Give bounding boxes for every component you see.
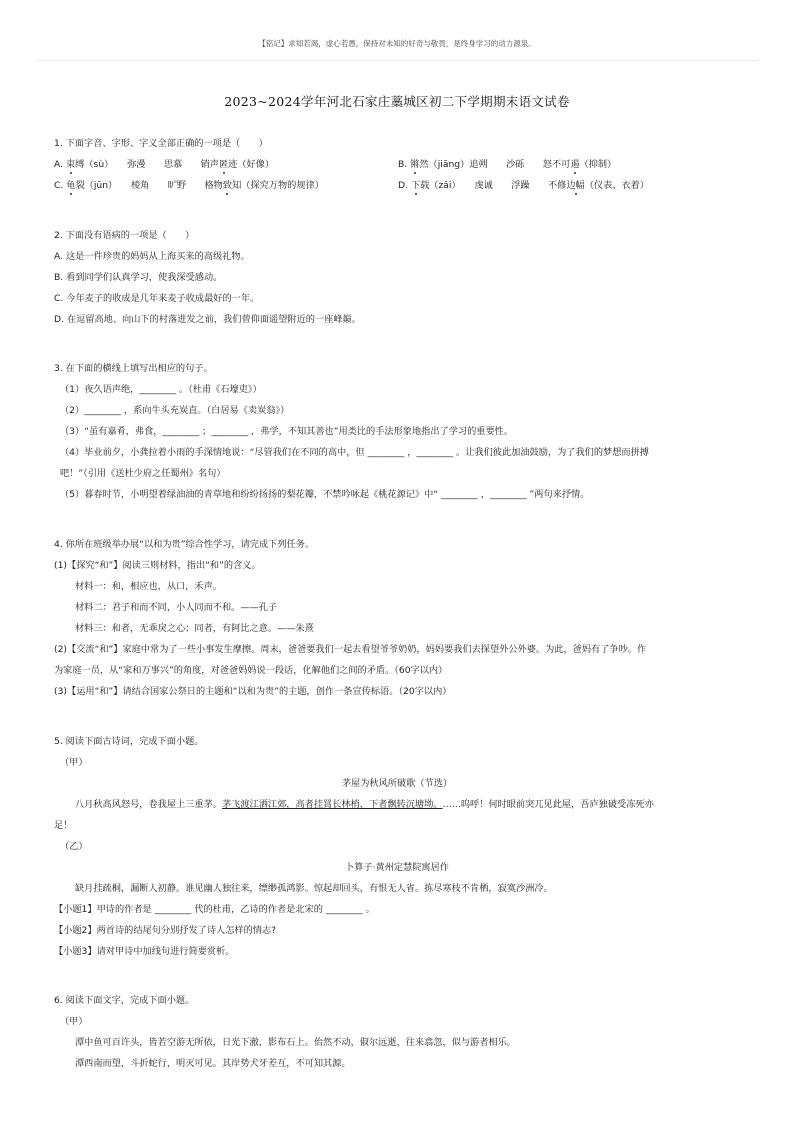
q3-item-3: （3）“虽有嘉肴，弗食，________ ；________ ，弗学，不知其善也”用类比的手法形象地指出了学习的重要性。 [60, 426, 514, 437]
q5-sub-2: 【小题2】两首诗的结尾句分别抒发了诗人怎样的情志? [54, 925, 277, 936]
q4-stem: 4. 你所在班级举办展“以和为贵”综合性学习，请完成下列任务。 [54, 539, 315, 550]
q2-option-a[interactable]: A. 这是一件珍贵的妈妈从上海买来的高级礼物。 [54, 251, 250, 262]
q3-stem: 3. 在下面的横线上填写出相应的句子。 [54, 363, 213, 374]
q6-stem: 6. 阅读下面文字，完成下面小题。 [54, 995, 195, 1006]
q3-item-4: （4）毕业前夕，小龚拉着小雨的手深情地说：“尽管我们在不同的高中，但 ________ ，________ 。让我们彼此加油鼓励，为了我们的梦想而拼搏 [60, 447, 649, 458]
q2-option-d[interactable]: D. 在逗留高地、向山下的村落进发之前，我们曾仰面遥望附近的一座峰巅。 [54, 314, 361, 325]
q5-poem1-text: 八月秋高风怒号，卷我屋上三重茅。茅飞渡江洒江郊，高者挂罥长林梢，下者飘转沉塘坳。……呜呼！何时眼前突兀见此屋，吾庐独破受冻死亦 [75, 799, 654, 810]
page-title: 2023~2024学年河北石家庄藁城区初二下学期期末语文试卷 [224, 94, 570, 109]
q5-stem: 5. 阅读下面古诗词，完成下面小题。 [54, 736, 204, 747]
q5-sub-3: 【小题3】请对甲诗中加线句进行简要赏析。 [54, 946, 235, 957]
q3-item-2: （2）________ ，系向牛头充炭直。（白居易《卖炭翁》） [60, 405, 290, 416]
q4-material-2: 材料二：君子和而不同，小人同而不和。——孔子 [75, 602, 278, 613]
q6-jia-label: （甲） [60, 1016, 88, 1027]
q2-option-b[interactable]: B. 看到同学们认真学习，使我深受感动。 [54, 272, 223, 283]
q6-paragraph-1: 潭中鱼可百许头，皆若空游无所依，日光下澈，影布石上。佁然不动，俶尔远逝，往来翕忽，似与游者相乐。 [75, 1037, 516, 1048]
q4-material-1: 材料一：和，相应也，从口，禾声。 [75, 581, 222, 592]
q4-task-2: (2)【交流“和”】家庭中常为了一些小事发生摩擦。周末，爸爸要我们一起去看望爷爷奶奶，妈妈要我们去探望外公外婆。为此，爸妈有了争吵。作 [54, 644, 647, 655]
header-motto: 【铭记】求知若渴，虚心若愚，保持对未知的好奇与敬畏，是终身学习的动力源泉。 [258, 39, 536, 48]
q4-task-2-cont: 为家庭一员，从“家和万事兴”的角度，对爸爸妈妈说一段话，化解他们之间的矛盾。（60字以内） [54, 665, 448, 676]
q2-stem: 2. 下面没有语病的一项是（ ） [54, 230, 195, 241]
q3-item-4-cont: 吧！”（引用《送杜少府之任蜀州》名句） [60, 468, 226, 479]
q6-paragraph-2: 潭西南而望，斗折蛇行，明灭可见。其岸势犬牙差互，不可知其源。 [75, 1058, 351, 1069]
q4-task-3: (3)【运用“和”】请结合国家公祭日的主题和“以和为贵”的主题，创作一条宣传标语。（20字以内） [54, 686, 452, 697]
q1-option-b[interactable]: B. 锵然（jiāng）追朔 沙砾 怒不可遏（抑制） [398, 159, 617, 170]
q5-sub-1: 【小题1】甲诗的作者是 ________ 代的杜甫，乙诗的作者是北宋的 ________ 。 [54, 904, 375, 915]
q4-material-3: 材料三：和者，无乖戾之心；同者，有阿比之意。——朱熹 [75, 623, 314, 634]
q5-poem1-end: 足！ [54, 820, 73, 831]
q5-poem2-text: 缺月挂疏桐，漏断人初静。谁见幽人独往来，缥缈孤鸿影。惊起却回头，有恨无人省。拣尽寒枝不肯栖，寂寞沙洲冷。 [75, 883, 553, 894]
q1-option-c[interactable]: C. 龟裂（jūn） 棱角 旷野 格物致知（探究万物的规律） [54, 180, 324, 191]
q3-item-1: （1）夜久语声绝，________ 。（杜甫《石壕吏》） [60, 384, 262, 395]
q5-poem2-title: 卜算子·黄州定慧院寓居作 [345, 862, 449, 873]
q1-stem: 1. 下面字音、字形、字义全部正确的一项是（ ） [54, 138, 268, 149]
q4-task-1: (1)【探究“和”】阅读三则材料，指出“和”的含义。 [54, 560, 261, 571]
q1-option-d[interactable]: D. 下载（zǎi） 虔诚 浮躁 不修边幅（仪表、衣着） [398, 180, 650, 191]
q5-underlined-line: 茅飞渡江洒江郊，高者挂罥长林梢，下者飘转沉塘坳。 [222, 799, 443, 810]
q2-option-c[interactable]: C. 今年麦子的收成是几年来麦子收成最好的一年。 [54, 293, 260, 304]
q5-jia-label: （甲） [60, 757, 88, 768]
q1-option-a[interactable]: A. 束缚（sù） 弥漫 思慕 销声匿迹（好像） [54, 159, 275, 170]
q5-yi-label: （乙） [60, 841, 88, 852]
header-divider [36, 60, 758, 61]
q5-poem1-title: 茅屋为秋风所破歌（节选） [341, 778, 453, 789]
q3-item-5: （5）暮春时节，小明望着绿油油的青草地和纷纷扬扬的梨花瓣，不禁吟咏起《桃花源记》中“ ________ ，________ ”两句来抒情。 [60, 489, 590, 500]
